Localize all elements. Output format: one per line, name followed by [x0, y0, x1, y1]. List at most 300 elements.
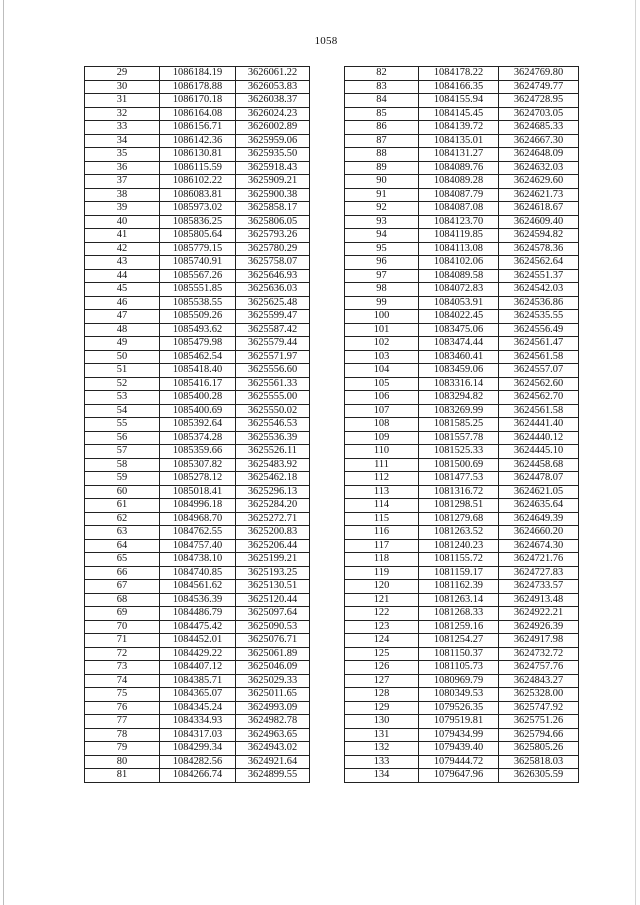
x-coordinate-cell: 1081268.33	[419, 607, 499, 621]
x-coordinate-cell: 1085567.26	[160, 269, 236, 283]
x-coordinate-cell: 1084131.27	[419, 148, 499, 162]
y-coordinate-cell: 3625793.26	[236, 229, 310, 243]
point-number-cell: 40	[85, 215, 160, 229]
x-coordinate-cell: 1086156.71	[160, 121, 236, 135]
point-number-cell: 33	[85, 121, 160, 135]
table-row	[345, 80, 579, 94]
y-coordinate-cell: 3624649.39	[499, 512, 579, 526]
y-coordinate-cell: 3624561.47	[499, 337, 579, 351]
table-row	[85, 431, 310, 445]
point-number-cell: 74	[85, 674, 160, 688]
x-coordinate-cell: 1081240.23	[419, 539, 499, 553]
table-row	[345, 202, 579, 216]
table-row	[345, 769, 579, 783]
point-number-cell: 88	[345, 148, 419, 162]
table-row	[345, 458, 579, 472]
x-coordinate-cell: 1081155.72	[419, 553, 499, 567]
y-coordinate-cell: 3624721.76	[499, 553, 579, 567]
point-number-cell: 104	[345, 364, 419, 378]
point-number-cell: 127	[345, 674, 419, 688]
point-number-cell: 116	[345, 526, 419, 540]
x-coordinate-cell: 1084757.40	[160, 539, 236, 553]
x-coordinate-cell: 1084087.08	[419, 202, 499, 216]
table-row	[85, 472, 310, 486]
table-row	[85, 310, 310, 324]
x-coordinate-cell: 1086115.59	[160, 161, 236, 175]
table-row	[85, 404, 310, 418]
table-row	[85, 620, 310, 634]
point-number-cell: 72	[85, 647, 160, 661]
point-number-cell: 111	[345, 458, 419, 472]
x-coordinate-cell: 1079519.81	[419, 715, 499, 729]
table-row	[345, 107, 579, 121]
point-number-cell: 53	[85, 391, 160, 405]
y-coordinate-cell: 3625296.13	[236, 485, 310, 499]
y-coordinate-cell: 3625272.71	[236, 512, 310, 526]
y-coordinate-cell: 3625200.83	[236, 526, 310, 540]
point-number-cell: 47	[85, 310, 160, 324]
point-number-cell: 29	[85, 67, 160, 81]
table-row	[85, 742, 310, 756]
point-number-cell: 117	[345, 539, 419, 553]
x-coordinate-cell: 1081477.53	[419, 472, 499, 486]
y-coordinate-cell: 3624843.27	[499, 674, 579, 688]
x-coordinate-cell: 1086170.18	[160, 94, 236, 108]
y-coordinate-cell: 3625090.53	[236, 620, 310, 634]
point-number-cell: 108	[345, 418, 419, 432]
table-row	[85, 526, 310, 540]
table-row	[85, 242, 310, 256]
table-row	[345, 431, 579, 445]
table-row	[85, 418, 310, 432]
y-coordinate-cell: 3625579.44	[236, 337, 310, 351]
point-number-cell: 75	[85, 688, 160, 702]
x-coordinate-cell: 1081263.52	[419, 526, 499, 540]
x-coordinate-cell: 1083316.14	[419, 377, 499, 391]
y-coordinate-cell: 3624561.58	[499, 404, 579, 418]
x-coordinate-cell: 1084123.70	[419, 215, 499, 229]
table-row	[345, 242, 579, 256]
table-row	[85, 701, 310, 715]
x-coordinate-cell: 1081159.17	[419, 566, 499, 580]
y-coordinate-cell: 3624618.67	[499, 202, 579, 216]
point-number-cell: 80	[85, 755, 160, 769]
point-number-cell: 36	[85, 161, 160, 175]
table-row	[345, 148, 579, 162]
table-row	[85, 202, 310, 216]
table-row	[85, 67, 310, 81]
table-row	[345, 310, 579, 324]
x-coordinate-cell: 1084166.35	[419, 80, 499, 94]
table-row	[85, 350, 310, 364]
point-number-cell: 69	[85, 607, 160, 621]
table-row	[345, 269, 579, 283]
x-coordinate-cell: 1081585.25	[419, 418, 499, 432]
table-row	[85, 634, 310, 648]
y-coordinate-cell: 3625526.11	[236, 445, 310, 459]
x-coordinate-cell: 1084113.08	[419, 242, 499, 256]
point-number-cell: 83	[345, 80, 419, 94]
x-coordinate-cell: 1085400.69	[160, 404, 236, 418]
y-coordinate-cell: 3625794.66	[499, 728, 579, 742]
x-coordinate-cell: 1085018.41	[160, 485, 236, 499]
table-row	[345, 364, 579, 378]
table-row	[85, 445, 310, 459]
table-row	[85, 229, 310, 243]
point-number-cell: 98	[345, 283, 419, 297]
point-number-cell: 129	[345, 701, 419, 715]
x-coordinate-cell: 1084282.56	[160, 755, 236, 769]
x-coordinate-cell: 1086130.81	[160, 148, 236, 162]
y-coordinate-cell: 3625061.89	[236, 647, 310, 661]
x-coordinate-cell: 1086142.36	[160, 134, 236, 148]
point-number-cell: 66	[85, 566, 160, 580]
table-row	[85, 80, 310, 94]
y-coordinate-cell: 3625556.60	[236, 364, 310, 378]
table-row	[345, 337, 579, 351]
x-coordinate-cell: 1084334.93	[160, 715, 236, 729]
y-coordinate-cell: 3624458.68	[499, 458, 579, 472]
point-number-cell: 60	[85, 485, 160, 499]
y-coordinate-cell: 3624769.80	[499, 67, 579, 81]
point-number-cell: 106	[345, 391, 419, 405]
table-row	[85, 94, 310, 108]
point-number-cell: 86	[345, 121, 419, 135]
y-coordinate-cell: 3625758.07	[236, 256, 310, 270]
point-number-cell: 119	[345, 566, 419, 580]
point-number-cell: 113	[345, 485, 419, 499]
y-coordinate-cell: 3624963.65	[236, 728, 310, 742]
table-row	[345, 688, 579, 702]
x-coordinate-cell: 1081105.73	[419, 661, 499, 675]
point-number-cell: 133	[345, 755, 419, 769]
table-row	[85, 769, 310, 783]
point-number-cell: 30	[85, 80, 160, 94]
table-row	[85, 647, 310, 661]
point-number-cell: 131	[345, 728, 419, 742]
point-number-cell: 112	[345, 472, 419, 486]
coordinate-table-left	[84, 66, 310, 783]
x-coordinate-cell: 1084561.62	[160, 580, 236, 594]
x-coordinate-cell: 1084299.34	[160, 742, 236, 756]
table-row	[345, 445, 579, 459]
x-coordinate-cell: 1084365.07	[160, 688, 236, 702]
x-coordinate-cell: 1081316.72	[419, 485, 499, 499]
x-coordinate-cell: 1081557.78	[419, 431, 499, 445]
y-coordinate-cell: 3625011.65	[236, 688, 310, 702]
y-coordinate-cell: 3624660.20	[499, 526, 579, 540]
y-coordinate-cell: 3624732.72	[499, 647, 579, 661]
table-row	[345, 499, 579, 513]
y-coordinate-cell: 3625818.03	[499, 755, 579, 769]
y-coordinate-cell: 3625909.21	[236, 175, 310, 189]
y-coordinate-cell: 3625959.06	[236, 134, 310, 148]
table-row	[85, 134, 310, 148]
x-coordinate-cell: 1084087.79	[419, 188, 499, 202]
x-coordinate-cell: 1085538.55	[160, 296, 236, 310]
y-coordinate-cell: 3624562.70	[499, 391, 579, 405]
y-coordinate-cell: 3625599.47	[236, 310, 310, 324]
x-coordinate-cell: 1085374.28	[160, 431, 236, 445]
table-row	[85, 485, 310, 499]
point-number-cell: 49	[85, 337, 160, 351]
table-row	[345, 215, 579, 229]
x-coordinate-cell: 1085740.91	[160, 256, 236, 270]
table-row	[85, 607, 310, 621]
point-number-cell: 92	[345, 202, 419, 216]
y-coordinate-cell: 3625806.05	[236, 215, 310, 229]
point-number-cell: 84	[345, 94, 419, 108]
x-coordinate-cell: 1080349.53	[419, 688, 499, 702]
y-coordinate-cell: 3624551.37	[499, 269, 579, 283]
point-number-cell: 41	[85, 229, 160, 243]
table-row	[345, 404, 579, 418]
y-coordinate-cell: 3626305.59	[499, 769, 579, 783]
point-number-cell: 102	[345, 337, 419, 351]
x-coordinate-cell: 1084738.10	[160, 553, 236, 567]
x-coordinate-cell: 1085359.66	[160, 445, 236, 459]
y-coordinate-cell: 3624727.83	[499, 566, 579, 580]
table-row	[345, 647, 579, 661]
y-coordinate-cell: 3624921.64	[236, 755, 310, 769]
table-row	[345, 175, 579, 189]
point-number-cell: 93	[345, 215, 419, 229]
x-coordinate-cell: 1085836.25	[160, 215, 236, 229]
point-number-cell: 105	[345, 377, 419, 391]
y-coordinate-cell: 3625900.38	[236, 188, 310, 202]
table-row	[345, 539, 579, 553]
x-coordinate-cell: 1085479.98	[160, 337, 236, 351]
y-coordinate-cell: 3624629.60	[499, 175, 579, 189]
y-coordinate-cell: 3624648.09	[499, 148, 579, 162]
point-number-cell: 99	[345, 296, 419, 310]
table-row	[85, 256, 310, 270]
table-row	[345, 283, 579, 297]
x-coordinate-cell: 1085307.82	[160, 458, 236, 472]
scan-edge-left	[3, 0, 4, 905]
x-coordinate-cell: 1083269.99	[419, 404, 499, 418]
point-number-cell: 56	[85, 431, 160, 445]
point-number-cell: 95	[345, 242, 419, 256]
point-number-cell: 39	[85, 202, 160, 216]
point-number-cell: 128	[345, 688, 419, 702]
x-coordinate-cell: 1084135.01	[419, 134, 499, 148]
point-number-cell: 100	[345, 310, 419, 324]
x-coordinate-cell: 1085462.54	[160, 350, 236, 364]
x-coordinate-cell: 1081254.27	[419, 634, 499, 648]
table-row	[85, 364, 310, 378]
x-coordinate-cell: 1084996.18	[160, 499, 236, 513]
table-row	[85, 728, 310, 742]
table-row	[85, 296, 310, 310]
table-row	[85, 215, 310, 229]
x-coordinate-cell: 1084968.70	[160, 512, 236, 526]
y-coordinate-cell: 3624667.30	[499, 134, 579, 148]
y-coordinate-cell: 3624562.64	[499, 256, 579, 270]
x-coordinate-cell: 1084475.42	[160, 620, 236, 634]
point-number-cell: 57	[85, 445, 160, 459]
x-coordinate-cell: 1079434.99	[419, 728, 499, 742]
x-coordinate-cell: 1086178.88	[160, 80, 236, 94]
x-coordinate-cell: 1085805.64	[160, 229, 236, 243]
y-coordinate-cell: 3624594.82	[499, 229, 579, 243]
point-number-cell: 52	[85, 377, 160, 391]
x-coordinate-cell: 1084429.22	[160, 647, 236, 661]
x-coordinate-cell: 1085400.28	[160, 391, 236, 405]
x-coordinate-cell: 1084317.03	[160, 728, 236, 742]
x-coordinate-cell: 1085779.15	[160, 242, 236, 256]
y-coordinate-cell: 3624922.21	[499, 607, 579, 621]
table-row	[345, 94, 579, 108]
x-coordinate-cell: 1084102.06	[419, 256, 499, 270]
table-row	[345, 256, 579, 270]
y-coordinate-cell: 3625918.43	[236, 161, 310, 175]
table-row	[85, 323, 310, 337]
point-number-cell: 73	[85, 661, 160, 675]
x-coordinate-cell: 1084452.01	[160, 634, 236, 648]
x-coordinate-cell: 1081500.69	[419, 458, 499, 472]
y-coordinate-cell: 3624536.86	[499, 296, 579, 310]
point-number-cell: 48	[85, 323, 160, 337]
point-number-cell: 87	[345, 134, 419, 148]
table-row	[345, 593, 579, 607]
x-coordinate-cell: 1084089.76	[419, 161, 499, 175]
x-coordinate-cell: 1085493.62	[160, 323, 236, 337]
x-coordinate-cell: 1083294.82	[419, 391, 499, 405]
x-coordinate-cell: 1083475.06	[419, 323, 499, 337]
y-coordinate-cell: 3625536.39	[236, 431, 310, 445]
x-coordinate-cell: 1084345.24	[160, 701, 236, 715]
y-coordinate-cell: 3625636.03	[236, 283, 310, 297]
point-number-cell: 123	[345, 620, 419, 634]
y-coordinate-cell: 3624917.98	[499, 634, 579, 648]
y-coordinate-cell: 3625193.25	[236, 566, 310, 580]
y-coordinate-cell: 3625935.50	[236, 148, 310, 162]
table-row	[345, 715, 579, 729]
point-number-cell: 126	[345, 661, 419, 675]
table-row	[345, 607, 579, 621]
y-coordinate-cell: 3624674.30	[499, 539, 579, 553]
point-number-cell: 132	[345, 742, 419, 756]
point-number-cell: 37	[85, 175, 160, 189]
y-coordinate-cell: 3625206.44	[236, 539, 310, 553]
point-number-cell: 46	[85, 296, 160, 310]
point-number-cell: 50	[85, 350, 160, 364]
table-row	[345, 755, 579, 769]
x-coordinate-cell: 1084089.58	[419, 269, 499, 283]
point-number-cell: 89	[345, 161, 419, 175]
point-number-cell: 96	[345, 256, 419, 270]
table-row	[345, 323, 579, 337]
x-coordinate-cell: 1086184.19	[160, 67, 236, 81]
y-coordinate-cell: 3624993.09	[236, 701, 310, 715]
x-coordinate-cell: 1084053.91	[419, 296, 499, 310]
point-number-cell: 82	[345, 67, 419, 81]
table-row	[345, 634, 579, 648]
x-coordinate-cell: 1085509.26	[160, 310, 236, 324]
x-coordinate-cell: 1084407.12	[160, 661, 236, 675]
y-coordinate-cell: 3625555.00	[236, 391, 310, 405]
y-coordinate-cell: 3624578.36	[499, 242, 579, 256]
y-coordinate-cell: 3626002.89	[236, 121, 310, 135]
y-coordinate-cell: 3624926.39	[499, 620, 579, 634]
x-coordinate-cell: 1083460.41	[419, 350, 499, 364]
table-row	[85, 283, 310, 297]
table-row	[345, 512, 579, 526]
point-number-cell: 71	[85, 634, 160, 648]
point-number-cell: 110	[345, 445, 419, 459]
table-row	[345, 391, 579, 405]
table-row	[345, 674, 579, 688]
point-number-cell: 107	[345, 404, 419, 418]
table-row	[85, 755, 310, 769]
table-row	[85, 391, 310, 405]
point-number-cell: 122	[345, 607, 419, 621]
point-number-cell: 63	[85, 526, 160, 540]
coordinate-table-right-body	[345, 67, 579, 783]
point-number-cell: 62	[85, 512, 160, 526]
table-row	[85, 175, 310, 189]
point-number-cell: 55	[85, 418, 160, 432]
point-number-cell: 54	[85, 404, 160, 418]
x-coordinate-cell: 1085418.40	[160, 364, 236, 378]
x-coordinate-cell: 1084145.45	[419, 107, 499, 121]
scan-edge-right	[635, 0, 636, 905]
table-row	[345, 526, 579, 540]
x-coordinate-cell: 1084762.55	[160, 526, 236, 540]
table-row	[85, 580, 310, 594]
y-coordinate-cell: 3625561.33	[236, 377, 310, 391]
y-coordinate-cell: 3624749.77	[499, 80, 579, 94]
point-number-cell: 64	[85, 539, 160, 553]
y-coordinate-cell: 3625120.44	[236, 593, 310, 607]
y-coordinate-cell: 3625076.71	[236, 634, 310, 648]
y-coordinate-cell: 3624556.49	[499, 323, 579, 337]
y-coordinate-cell: 3625097.64	[236, 607, 310, 621]
x-coordinate-cell: 1084740.85	[160, 566, 236, 580]
point-number-cell: 81	[85, 769, 160, 783]
table-row	[345, 134, 579, 148]
table-row	[85, 458, 310, 472]
x-coordinate-cell: 1085278.12	[160, 472, 236, 486]
point-number-cell: 65	[85, 553, 160, 567]
table-row	[85, 715, 310, 729]
table-row	[345, 553, 579, 567]
point-number-cell: 43	[85, 256, 160, 270]
y-coordinate-cell: 3624982.78	[236, 715, 310, 729]
y-coordinate-cell: 3624728.95	[499, 94, 579, 108]
x-coordinate-cell: 1083474.44	[419, 337, 499, 351]
point-number-cell: 45	[85, 283, 160, 297]
y-coordinate-cell: 3624733.57	[499, 580, 579, 594]
point-number-cell: 94	[345, 229, 419, 243]
point-number-cell: 59	[85, 472, 160, 486]
x-coordinate-cell: 1086083.81	[160, 188, 236, 202]
point-number-cell: 114	[345, 499, 419, 513]
x-coordinate-cell: 1084536.39	[160, 593, 236, 607]
x-coordinate-cell: 1079647.96	[419, 769, 499, 783]
point-number-cell: 58	[85, 458, 160, 472]
x-coordinate-cell: 1079439.40	[419, 742, 499, 756]
y-coordinate-cell: 3625780.29	[236, 242, 310, 256]
table-row	[85, 188, 310, 202]
point-number-cell: 51	[85, 364, 160, 378]
x-coordinate-cell: 1086102.22	[160, 175, 236, 189]
table-row	[85, 161, 310, 175]
y-coordinate-cell: 3624557.07	[499, 364, 579, 378]
y-coordinate-cell: 3626024.23	[236, 107, 310, 121]
x-coordinate-cell: 1081279.68	[419, 512, 499, 526]
